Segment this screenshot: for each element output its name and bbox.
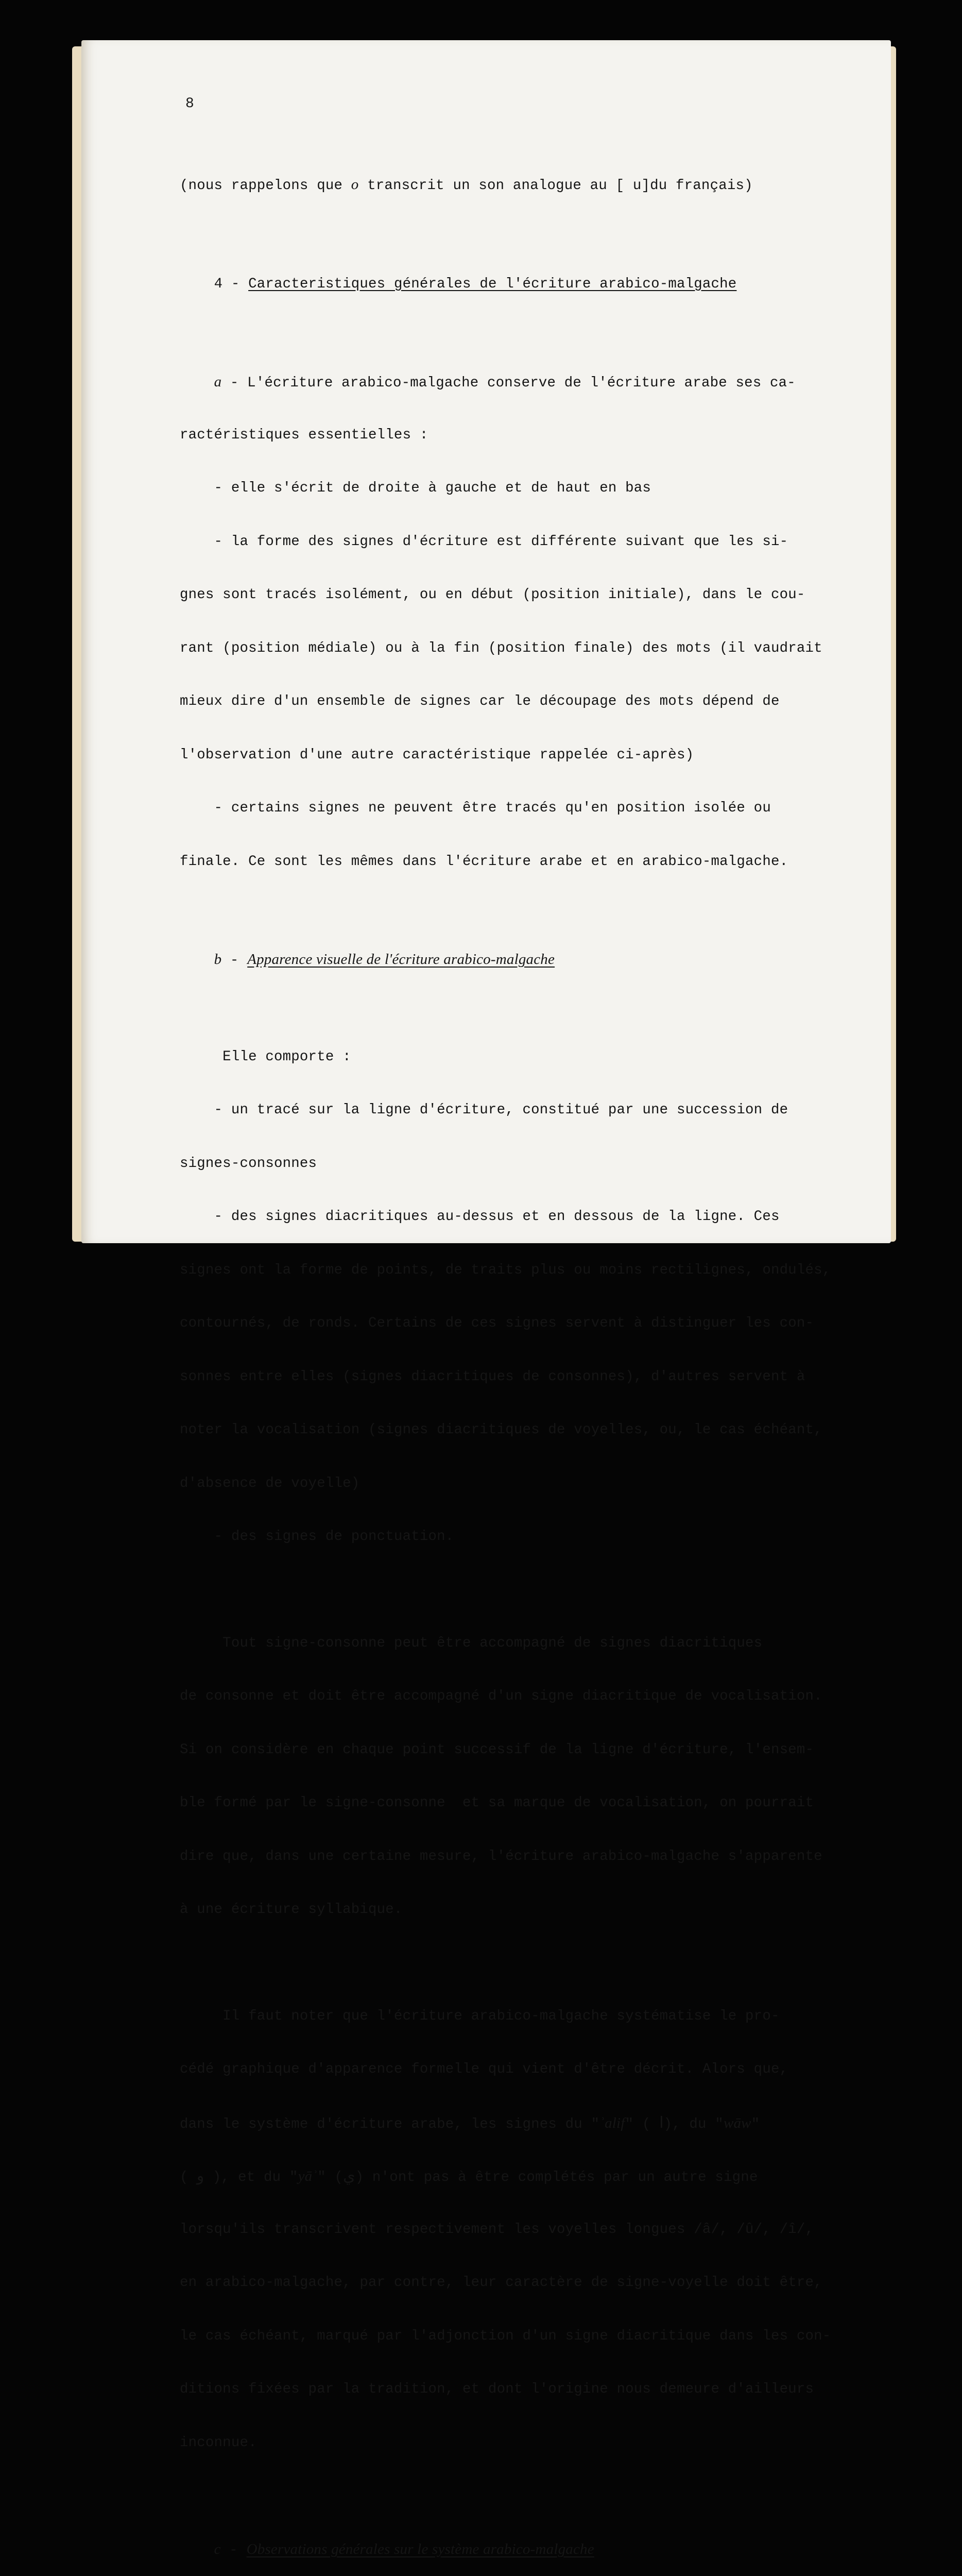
- text-line: - un tracé sur la ligne d'écriture, constitué par une succession de: [180, 1102, 788, 1118]
- text-line: en arabico-malgache, par contre, leur caractère de signe-voyelle doit être,: [180, 2275, 822, 2291]
- text-line: - elle s'écrit de droite à gauche et de haut en bas: [180, 480, 651, 496]
- text-line: le cas échéant, marqué par l'adjonction d'un signe diacritique dans les con-: [180, 2328, 831, 2344]
- waw-glyph: و: [196, 2167, 204, 2185]
- text-line: d'absence de voyelle): [180, 1475, 360, 1492]
- subsection-heading-c: c - Observations générales sur le système arabico-malgache: [214, 2541, 594, 2558]
- text-line: finale. Ce sont les mêmes dans l'écriture arabe et en arabico-malgache.: [180, 853, 788, 870]
- text-line: ble formé par le signe-consonne et sa marque de vocalisation, on pourrait: [180, 1795, 814, 1811]
- subsection-title: Apparence visuelle de l'écriture arabico-malgache: [247, 951, 555, 968]
- text-line: ractéristiques essentielles :: [180, 427, 428, 443]
- text-line: ditions fixées par la tradition, et dont l'origine nous demeure d'ailleurs: [180, 2381, 814, 2397]
- text-line: - la forme des signes d'écriture est différente suivant que les si-: [180, 533, 788, 550]
- text-line: noter la vocalisation (signes diacritiques de voyelles, ou, le cas échéant,: [180, 1422, 822, 1438]
- subsection-heading-b: b - Apparence visuelle de l'écriture arabico-malgache: [214, 951, 555, 969]
- text-line: l'observation d'une autre caractéristique rappelée ci-après): [180, 747, 694, 763]
- text-line: gnes sont tracés isolément, ou en début (position initiale), dans le cou-: [180, 587, 805, 603]
- text-line: dans le système d'écriture arabe, les signes du "ʾalif" ( ا), du "wāw": [180, 2113, 760, 2132]
- text-line: dire que, dans une certaine mesure, l'écriture arabico-malgache s'apparente: [180, 1848, 822, 1865]
- text-line: - certains signes ne peuvent être tracés qu'en position isolée ou: [180, 800, 771, 816]
- text-line: signes ont la forme de points, de traits plus ou moins rectilignes, ondulés,: [180, 1262, 831, 1278]
- text-line: mieux dire d'un ensemble de signes car le découpage des mots dépend de: [180, 693, 780, 709]
- text-line: Tout signe-consonne peut être accompagné de signes diacritiques: [180, 1635, 763, 1651]
- subsection-title: Observations générales sur le système arabico-malgache: [246, 2541, 594, 2557]
- text-line: cédé graphique d'apparence formelle qui vient d'être décrit. Alors que,: [180, 2061, 788, 2077]
- text-line: contournés, de ronds. Certains de ces signes servent à distinguer les con-: [180, 1315, 814, 1331]
- text-line: Il faut noter que l'écriture arabico-malgache systématise le pro-: [180, 2008, 780, 2024]
- alif-glyph: ا: [659, 2113, 664, 2132]
- text-line: signes-consonnes: [180, 1155, 317, 1172]
- text-line: à une écriture syllabique.: [180, 1902, 403, 1918]
- text-line: de consonne et doit être accompagné d'un signe diacritique de vocalisation.: [180, 1688, 822, 1704]
- text-line: a - L'écriture arabico-malgache conserve de l'écriture arabe ses ca-: [214, 374, 796, 391]
- ya-glyph: ي: [343, 2167, 355, 2185]
- section-heading-4: 4 - Caracteristiques générales de l'écriture arabico-malgache: [214, 276, 737, 292]
- text-line: rant (position médiale) ou à la fin (position finale) des mots (il vaudrait: [180, 640, 822, 656]
- page-number: 8: [185, 96, 194, 112]
- body-text: [180, 140, 831, 2576]
- subsection-marker: a: [214, 374, 222, 390]
- section-title: Caracteristiques générales de l'écriture arabico-malgache: [248, 276, 737, 292]
- text-line: (nous rappelons que o transcrit un son analogue au [ u]du français): [180, 176, 753, 194]
- text-line: - des signes de ponctuation.: [180, 1529, 454, 1545]
- text-line: - des signes diacritiques au-dessus et en dessous de la ligne. Ces: [180, 1209, 780, 1225]
- text-line: inconnue.: [180, 2434, 257, 2451]
- text-line: ( و ), et du "yāʾ" (ي) n'ont pas à être complétés par un autre signe: [180, 2167, 758, 2185]
- text-line: sonnes entre elles (signes diacritiques de consonnes), d'autres servent à: [180, 1368, 805, 1385]
- text-line: Elle comporte :: [180, 1048, 351, 1065]
- text-line: lorsqu'ils transcrivent respectivement les voyelles longues /â/, /û/, /î/,: [180, 2221, 814, 2238]
- text-line: Si on considère en chaque point successif de la ligne d'écriture, l'ensem-: [180, 1741, 814, 1758]
